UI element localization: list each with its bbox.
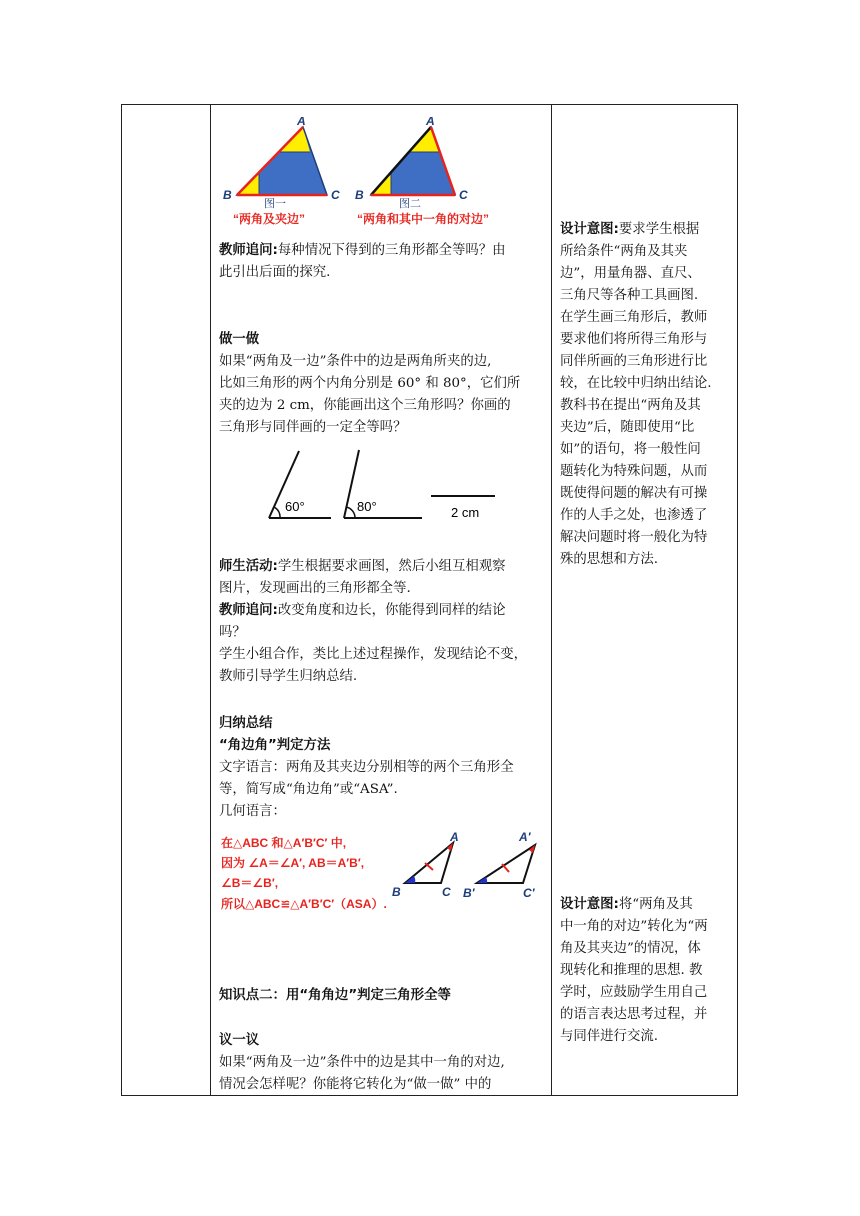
triangle-abc <box>405 843 453 883</box>
fig2-caption: 图二 <box>399 198 421 210</box>
tri1-vertex-b: B <box>392 885 401 899</box>
design-intent-2-line: 与同伴进行交流. <box>560 1029 658 1044</box>
design-intent-1-line: 所给条件“两角及其夹 <box>560 244 688 259</box>
design-intent-1-line: 三角尺等各种工具画图. <box>560 288 699 303</box>
activity-text: 学生根据要求画图，然后小组互相观察 <box>277 559 506 574</box>
try-it-body <box>219 351 520 439</box>
tri2-vertex-a: A′ <box>519 830 531 844</box>
teacher-question-2-label: 教师追问: <box>219 603 278 618</box>
design-intent-1-line: 夹边”后，随即使用“比 <box>560 420 695 435</box>
angle-figure <box>219 445 549 525</box>
discuss-heading: 议一议 <box>219 1033 260 1048</box>
knowledge-point-2-heading: 知识点二：用“角角边”判定三角形全等 <box>219 988 451 1003</box>
design-intent-1-line: 解决问题时将一般化为特 <box>560 530 708 545</box>
design-intent-1-line: 殊的思想和方法. <box>560 552 658 567</box>
design-intent-1-line: 边”，用量角器、直尺、 <box>560 266 701 281</box>
design-intent-1-line: 题转化为特殊问题，从而 <box>560 464 708 479</box>
summary-method: “角边角”判定方法 <box>219 738 331 753</box>
fig1-caption: 图一 <box>264 198 286 210</box>
tri1-vertex-a: A <box>450 830 459 844</box>
design-intent-2 <box>560 894 732 1048</box>
summary-line: 文字语言：两角及其夹边分别相等的两个三角形全 <box>219 760 514 775</box>
design-intent-1-line: 同伴所画的三角形进行比 <box>560 354 708 369</box>
tri2-vertex-c: C′ <box>523 886 535 900</box>
teacher-question-2-line: 学生小组合作，类比上述过程操作，发现结论不变， <box>219 647 527 662</box>
fig2-vertex-a: A <box>426 117 435 128</box>
activity <box>219 556 506 600</box>
proof-line: ∠B＝∠B′, <box>221 876 279 890</box>
teacher-question-1 <box>219 240 506 284</box>
design-intent-1-line: 既使得问题的解决有可操 <box>560 486 708 501</box>
tri2-vertex-b: B′ <box>463 886 475 900</box>
design-intent-1-line: 要求学生根据 <box>618 222 700 237</box>
segment-label: 2 cm <box>451 505 480 520</box>
design-intent-2-line: 的语言表达思考过程，并 <box>560 1007 708 1022</box>
design-intent-2-label: 设计意图: <box>560 897 619 912</box>
try-it-line: 夹的边为 2 cm，你能画出这个三角形吗？你画的 <box>219 398 511 413</box>
design-intent-1-line: 在学生画三角形后，教师 <box>560 310 708 325</box>
proof-line: 因为 ∠A＝∠A′, AB＝A′B′, <box>221 856 365 870</box>
tri1-vertex-c: C <box>442 885 451 899</box>
design-intent-1-line: 如”的语句，将一般性问 <box>560 442 701 457</box>
try-it-line: 如果“两角及一边”条件中的边是两角所夹的边, <box>219 354 492 369</box>
teacher-question-2-text: 改变角度和边长，你能得到同样的结论 <box>277 603 506 618</box>
geometry-proof-figure <box>219 827 549 923</box>
design-intent-2-line: 角及其夹边”的情况，体 <box>560 941 701 956</box>
summary-line: 等，简写成“角边角”或“ASA”. <box>219 782 398 797</box>
try-it-line: 三角形与同伴画的一定全等吗？ <box>219 420 407 435</box>
fig2-vertex-b: B <box>355 188 364 202</box>
design-intent-2-line: 将“两角及其 <box>618 897 693 912</box>
fig1-label: “两角及夹边” <box>233 212 306 226</box>
try-it-heading: 做一做 <box>219 332 260 347</box>
triangle-figures-top <box>219 117 549 243</box>
proof-line: 所以△ABC≌△A′B′C′（ASA）. <box>221 897 387 911</box>
teacher-question-2-line: 教师引导学生归纳总结. <box>219 669 358 684</box>
column-divider-1 <box>210 105 211 1095</box>
design-intent-1-line: 要求他们将所得三角形与 <box>560 332 708 347</box>
proof-line: 在△ABC 和△A′B′C′ 中, <box>221 836 347 850</box>
design-intent-2-line: 学时，应鼓励学生用自己 <box>560 985 708 1000</box>
discuss-body <box>219 1052 505 1096</box>
teacher-question-1-text2: 此引出后面的探究. <box>219 265 331 280</box>
column-divider-2 <box>551 105 552 1095</box>
teacher-question-2-line: 吗？ <box>219 625 246 640</box>
fig2-label: “两角和其中一角的对边” <box>357 212 490 226</box>
summary-heading: 归纳总结 <box>219 716 273 731</box>
activity-text2: 图片，发现画出的三角形都全等. <box>219 581 411 596</box>
discuss-line: 如果“两角及一边”条件中的边是其中一角的对边, <box>219 1055 505 1070</box>
design-intent-1-line: 教科书在提出“两角及其 <box>560 398 701 413</box>
design-intent-1-line: 较，在比较中归纳出结论. <box>560 376 712 391</box>
discuss-line: 情况会怎样呢？你能将它转化为“做一做” 中的 <box>219 1077 492 1092</box>
design-intent-1-line: 作的人手之处，也渗透了 <box>560 508 708 523</box>
design-intent-1-label: 设计意图: <box>560 222 619 237</box>
teacher-question-1-text: 每种情况下得到的三角形都全等吗？由 <box>277 243 506 258</box>
summary-body <box>219 757 514 823</box>
fig1-vertex-a: A <box>297 117 306 128</box>
design-intent-2-line: 现转化和推理的思想. 教 <box>560 963 703 978</box>
lesson-table <box>121 104 738 1096</box>
fig2-vertex-c: C <box>459 188 468 202</box>
teacher-question-1-label: 教师追问: <box>219 243 278 258</box>
activity-label: 师生活动: <box>219 559 278 574</box>
fig1-vertex-b: B <box>223 188 232 202</box>
angle80-label: 80° <box>357 499 377 514</box>
design-intent-2-line: 中一角的对边”转化为“两 <box>560 919 708 934</box>
angle60-label: 60° <box>285 499 305 514</box>
teacher-question-2 <box>219 600 527 688</box>
summary-line: 几何语言： <box>219 804 286 819</box>
design-intent-1 <box>560 219 732 571</box>
try-it-line: 比如三角形的两个内角分别是 60° 和 80°，它们所 <box>219 376 521 391</box>
fig1-vertex-c: C <box>331 188 340 202</box>
